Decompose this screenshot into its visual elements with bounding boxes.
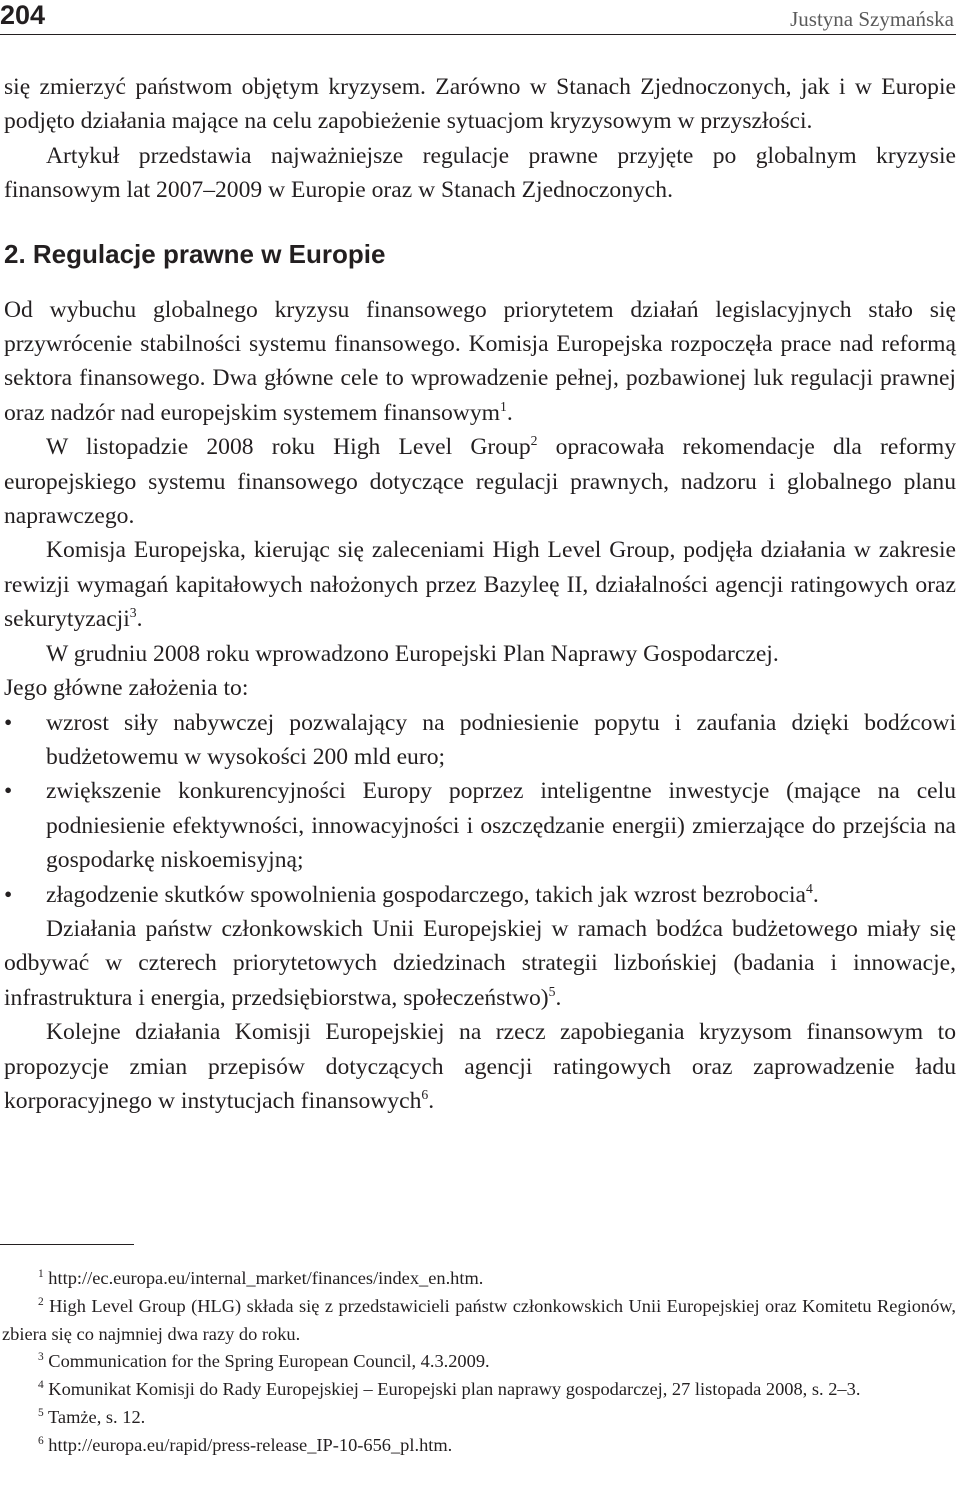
footnote [2,1265,956,1293]
paragraph-high-level-group [4,430,956,533]
footnote-number: 3 [38,1351,44,1364]
list-item-text: złagodzenie skutków spowolnienia gospodarczego, takich jak wzrost bezrobocia [46,881,806,908]
footnote-number: 6 [38,1434,44,1447]
intro-paragraph-continued: się zmierzyć państwom objętym kryzysem. Zarówno w Stanach Zjednoczonych, jak i w Europie podjęto działania mające na celu zapobieżenie sytuacjom kryzysowym w przyszłości. [4,74,956,135]
footnote-number: 1 [38,1267,44,1280]
footnote-text: Communication for the Spring European Council, 4.3.2009. [43,1351,490,1372]
footnote-ref-3: 3 [129,605,137,621]
footnote [2,1376,956,1404]
assumptions-list [4,706,956,912]
paragraph-text: W listopadzie 2008 roku High Level Group [46,434,531,461]
paragraph-recovery-plan: W grudniu 2008 roku wprowadzono Europejski Plan Naprawy Gospodarczej. [46,640,779,667]
paragraph-text: Komisja Europejska, kierując się zaleceniami High Level Group, podjęła działania w zakresie rewizji wymagań kapitałowych nałożonych przez Bazyleę II, działalności agencji ratingowych oraz sekurytyzacji [4,537,956,633]
footnote-ref-5: 5 [548,983,556,999]
footnote-text: http://ec.europa.eu/internal_market/finances/index_en.htm. [43,1268,484,1288]
footnote-ref-6: 6 [421,1087,429,1103]
paragraph-further-actions [4,1015,956,1118]
list-item [4,878,956,912]
list-item-end: . [812,881,819,908]
paragraph-legislative-priority [4,293,956,431]
bullet-icon: • [4,881,13,908]
paragraph-main-assumptions: Jego główne założenia to: [4,675,249,702]
body-text [4,70,956,1118]
paragraph-end: . [136,606,143,633]
list-item [4,706,956,775]
paragraph-text: Działania państw członkowskich Unii Europejskiej w ramach bodźca budżetowego miały się odbywać w czterech priorytetowych dziedzinach strategii lizbońskiej (badania i innowacje, infrastruktura i energia, przedsiębiorstwa, społeczeństwo) [4,915,956,1011]
footnote-number: 5 [38,1406,44,1419]
paragraph-text: Kolejne działania Komisji Europejskiej na rzecz zapobiegania kryzysom finansowym to propozycje zmian przepisów dotyczących agencji ratingowych oraz zaprowadzenie ładu korporacyjnego w instytucjach finansowych [4,1019,956,1114]
paragraph-end: . [555,984,562,1011]
footnote-number: 2 [38,1295,44,1308]
footnote-ref-1: 1 [500,398,507,414]
footnote-ref-2: 2 [530,433,538,449]
paragraph-end: . [506,399,513,426]
footnote [2,1432,956,1460]
paragraph-text: Od wybuchu globalnego kryzysu finansowego priorytetem działań legislacyjnych stało się przywrócenie stabilności systemu finansowego. Komisja Europejska rozpoczęła prace nad reformą sektora finansowego. Dwa główne cele to wprowadzenie pełnej, pozbawionej luk regulacji prawnej oraz nadzór nad europejskim systemem finansowym [4,296,956,426]
running-head-author: Justyna Szymańska [790,7,954,31]
intro-paragraph-article-scope: Artykuł przedstawia najważniejsze regulacje prawne przyjęte po globalnym kryzysie finansowym lat 2007–2009 w Europie oraz w Stanach Zjednoczonych. [4,142,956,204]
footnote-ref-4: 4 [806,880,813,896]
list-item [4,774,956,877]
section-heading: 2. Regulacje prawne w Europie [4,238,386,269]
footnote-text: Komunikat Komisji do Rady Europejskiej – Europejski plan naprawy gospodarczej, 27 listopada 2008, s. 2–3. [43,1379,861,1400]
list-item-text: zwiększenie konkurencyjności Europy poprzez inteligentne inwestycje (mające na celu podniesienie efektywności, innowacyjności i oszczędzanie energii) zmierzające do przejścia na gospodarkę niskoemisyjną; [46,778,956,874]
paragraph-end: . [428,1087,435,1114]
footnote [2,1404,956,1432]
footnote-number: 4 [38,1379,44,1392]
footnote [2,1348,956,1376]
page-header [0,0,956,35]
paragraph-member-states [4,912,956,1015]
page-number: 204 [0,0,46,30]
footnote [2,1293,956,1349]
bullet-icon: • [4,709,13,736]
list-item-text: wzrost siły nabywczej pozwalający na podniesienie popytu i zaufania dzięki bodźcowi budżetowemu w wysokości 200 mld euro; [46,709,956,770]
footnote-text: Tamże, s. 12. [43,1406,146,1427]
footnote-separator [0,1244,134,1245]
footnotes [2,1265,956,1460]
footnote-text: High Level Group (HLG) składa się z przedstawicieli państw członkowskich Unii Europejskiej oraz Komitetu Regionów, zbiera się co najmniej dwa razy do roku. [2,1295,956,1344]
bullet-icon: • [4,778,13,805]
paragraph-text-continued: opracowała rekomendacje dla reformy europejskiego systemu finansowego dotyczące regulacji prawnych, nadzoru i globalnego planu naprawczego. [4,434,957,530]
footnote-text: http://europa.eu/rapid/press-release_IP-10-656_pl.htm. [43,1434,453,1455]
paragraph-commission-actions [4,533,956,636]
